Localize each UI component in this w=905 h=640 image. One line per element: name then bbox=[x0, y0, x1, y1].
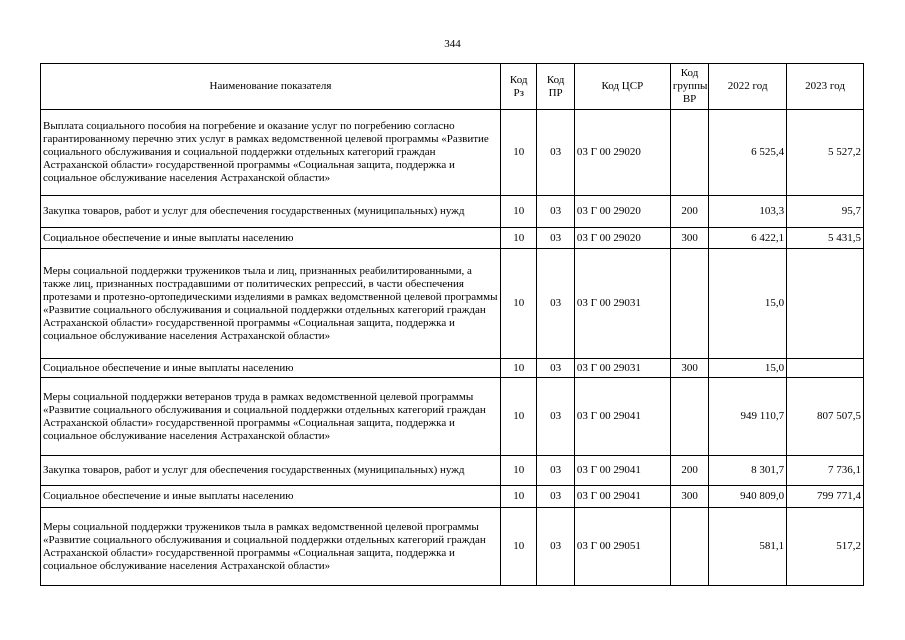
header-vr bbox=[670, 64, 708, 110]
row-vr: 300 bbox=[670, 486, 708, 508]
row-2022: 949 110,7 bbox=[709, 378, 787, 456]
row-vr: 200 bbox=[670, 456, 708, 486]
row-name: Меры социальной поддержки ветеранов труда в рамках ведомственной целевой программы «Развитие социального обслуживания и социальной поддержки отдельных категорий граждан Астраханской области» государственной программы «Социальная защита, поддержка и социальное обслуживание населения Астраханской области» bbox=[41, 378, 501, 456]
row-2023: 7 736,1 bbox=[787, 456, 864, 486]
row-pr: 03 bbox=[537, 486, 574, 508]
row-vr: 300 bbox=[670, 228, 708, 249]
row-csr: 03 Г 00 29020 bbox=[574, 196, 670, 228]
row-2022: 8 301,7 bbox=[709, 456, 787, 486]
row-csr: 03 Г 00 29041 bbox=[574, 456, 670, 486]
row-2023: 95,7 bbox=[787, 196, 864, 228]
row-rz: 10 bbox=[501, 378, 537, 456]
budget-table bbox=[40, 63, 864, 586]
row-csr: 03 Г 00 29031 bbox=[574, 359, 670, 378]
header-name: Наименование показателя bbox=[41, 64, 501, 110]
row-csr: 03 Г 00 29041 bbox=[574, 486, 670, 508]
row-csr: 03 Г 00 29020 bbox=[574, 110, 670, 196]
row-name: Меры социальной поддержки тружеников тыла и лиц, признанных реабилитированными, а также лиц, признанных пострадавшими от политических репрессий, в части обеспечения протезами и протезно-ортопедическими изделиями в рамках ведомственной целевой программы «Развитие социального обслуживания и социальной поддержки отдельных категорий граждан Астраханской области» государственной программы «Социальная защита, поддержка и социальное обслуживание населения Астраханской области» bbox=[41, 249, 501, 359]
row-2022: 581,1 bbox=[709, 508, 787, 586]
header-pr-line1: Код bbox=[546, 73, 565, 86]
row-2022: 6 525,4 bbox=[709, 110, 787, 196]
header-pr bbox=[537, 64, 574, 110]
page-number: 344 bbox=[444, 38, 461, 50]
header-vr-line1: Код bbox=[680, 67, 699, 79]
header-vr-line3: ВР bbox=[682, 93, 697, 105]
row-name: Закупка товаров, работ и услуг для обеспечения государственных (муниципальных) нужд bbox=[41, 456, 501, 486]
row-csr: 03 Г 00 29031 bbox=[574, 249, 670, 359]
header-rz-line2: Рз bbox=[513, 86, 524, 99]
header-pr-line2: ПР bbox=[548, 86, 563, 99]
row-name: Меры социальной поддержки тружеников тыла в рамках ведомственной целевой программы «Развитие социального обслуживания и социальной поддержки отдельных категорий граждан Астраханской области» государственной программы «Социальная защита, поддержка и социальное обслуживание населения Астраханской области» bbox=[41, 508, 501, 586]
row-csr: 03 Г 00 29041 bbox=[574, 378, 670, 456]
row-pr: 03 bbox=[537, 378, 574, 456]
row-pr: 03 bbox=[537, 110, 574, 196]
row-2023: 5 431,5 bbox=[787, 228, 864, 249]
row-pr: 03 bbox=[537, 456, 574, 486]
table-header-row bbox=[41, 64, 864, 110]
row-pr: 03 bbox=[537, 196, 574, 228]
row-rz: 10 bbox=[501, 508, 537, 586]
row-rz: 10 bbox=[501, 359, 537, 378]
row-rz: 10 bbox=[501, 486, 537, 508]
row-rz: 10 bbox=[501, 456, 537, 486]
row-name: Закупка товаров, работ и услуг для обеспечения государственных (муниципальных) нужд bbox=[41, 196, 501, 228]
header-vr-line2: группы bbox=[672, 80, 708, 92]
header-2023: 2023 год bbox=[787, 64, 864, 110]
row-rz: 10 bbox=[501, 110, 537, 196]
row-vr bbox=[670, 249, 708, 359]
row-vr: 200 bbox=[670, 196, 708, 228]
row-name: Социальное обеспечение и иные выплаты населению bbox=[41, 228, 501, 249]
row-2022: 6 422,1 bbox=[709, 228, 787, 249]
row-2022: 15,0 bbox=[709, 249, 787, 359]
header-rz-line1: Код bbox=[509, 73, 528, 86]
table-row bbox=[41, 456, 864, 486]
header-csr: Код ЦСР bbox=[574, 64, 670, 110]
table-row bbox=[41, 249, 864, 359]
row-name: Социальное обеспечение и иные выплаты населению bbox=[41, 359, 501, 378]
row-rz: 10 bbox=[501, 249, 537, 359]
row-name: Выплата социального пособия на погребение и оказание услуг по погребению согласно гарантированному перечню этих услуг в рамках ведомственной целевой программы «Развитие социального обслуживания и социальной поддержки отдельных категорий граждан Астраханской области» государственной программы «Социальная защита, поддержка и социальное обслуживание населения Астраханской области» bbox=[41, 110, 501, 196]
row-vr: 300 bbox=[670, 359, 708, 378]
row-2023 bbox=[787, 359, 864, 378]
row-2023: 5 527,2 bbox=[787, 110, 864, 196]
table-row bbox=[41, 486, 864, 508]
table-row bbox=[41, 359, 864, 378]
row-csr: 03 Г 00 29020 bbox=[574, 228, 670, 249]
row-pr: 03 bbox=[537, 249, 574, 359]
row-vr bbox=[670, 508, 708, 586]
row-2023: 799 771,4 bbox=[787, 486, 864, 508]
row-csr: 03 Г 00 29051 bbox=[574, 508, 670, 586]
row-pr: 03 bbox=[537, 508, 574, 586]
table-row bbox=[41, 110, 864, 196]
row-name: Социальное обеспечение и иные выплаты населению bbox=[41, 486, 501, 508]
row-rz: 10 bbox=[501, 196, 537, 228]
row-2023: 807 507,5 bbox=[787, 378, 864, 456]
row-pr: 03 bbox=[537, 228, 574, 249]
row-2023 bbox=[787, 249, 864, 359]
table-row bbox=[41, 228, 864, 249]
row-2022: 15,0 bbox=[709, 359, 787, 378]
row-2022: 103,3 bbox=[709, 196, 787, 228]
row-2023: 517,2 bbox=[787, 508, 864, 586]
row-vr bbox=[670, 110, 708, 196]
table-row bbox=[41, 196, 864, 228]
row-2022: 940 809,0 bbox=[709, 486, 787, 508]
table-row bbox=[41, 508, 864, 586]
table-row bbox=[41, 378, 864, 456]
row-vr bbox=[670, 378, 708, 456]
header-2022: 2022 год bbox=[709, 64, 787, 110]
row-pr: 03 bbox=[537, 359, 574, 378]
header-rz bbox=[501, 64, 537, 110]
row-rz: 10 bbox=[501, 228, 537, 249]
